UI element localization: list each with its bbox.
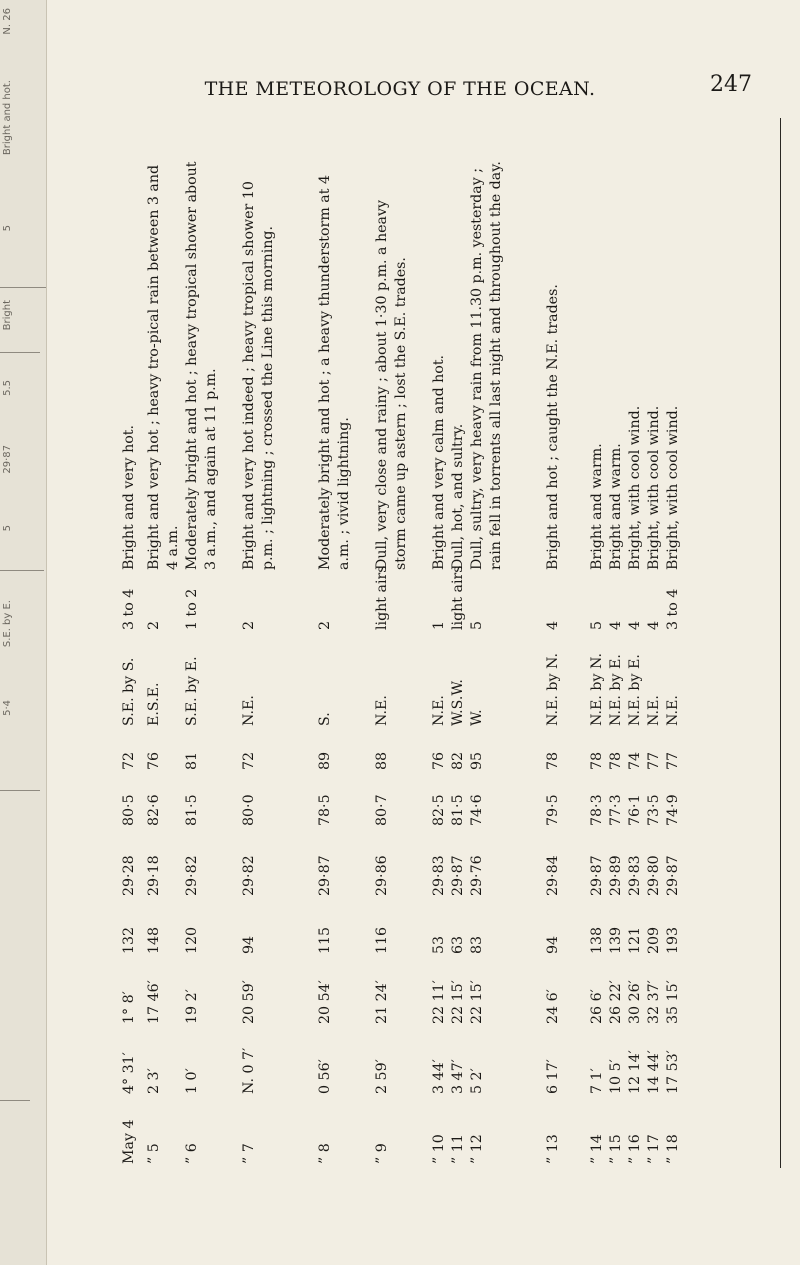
cell-force: 4: [646, 620, 662, 630]
cell-date: ” 14: [589, 1134, 605, 1164]
cell-sea: 76: [431, 751, 447, 770]
cell-sea: 81: [184, 751, 200, 770]
cell-wind: S.E. by S.: [121, 657, 137, 726]
gutter-fragment: 5.5: [2, 380, 13, 396]
cell-lat: 4° 31′: [121, 1052, 137, 1094]
gutter-fragment: N. 26: [2, 8, 13, 35]
page-header: [0, 72, 800, 108]
cell-force: 5: [469, 620, 485, 630]
cell-lat: 7 1′: [589, 1068, 605, 1094]
cell-bar: 29·18: [146, 855, 162, 896]
cell-force: light airs: [450, 565, 466, 630]
cell-date: ” 9: [374, 1143, 390, 1164]
cell-air: 74·6: [469, 794, 485, 826]
table-row: [430, 114, 449, 1164]
cell-lat: 0 56′: [317, 1059, 333, 1094]
cell-lat: 12 14′: [627, 1050, 643, 1094]
cell-remarks: Bright and warm.: [608, 443, 624, 570]
cell-sea: 76: [146, 751, 162, 770]
cell-dist: 121: [627, 926, 643, 954]
cell-air: 78·3: [589, 794, 605, 826]
cell-lat: 17 53′: [665, 1050, 681, 1094]
cell-air: 77·3: [608, 794, 624, 826]
cell-bar: 29·82: [184, 855, 200, 896]
cell-date: ” 6: [184, 1143, 200, 1164]
cell-remarks: Bright, with cool wind.: [646, 405, 662, 570]
cell-wind: N.E. by E.: [608, 654, 624, 726]
cell-lon: 24 6′: [545, 989, 561, 1024]
cell-bar: 29·87: [317, 855, 333, 896]
table-row: [588, 114, 607, 1164]
cell-bar: 29·76: [469, 855, 485, 896]
gutter-fragment: 5: [2, 525, 13, 532]
cell-wind: S.E. by E.: [184, 656, 200, 726]
cell-dist: 120: [184, 926, 200, 954]
meteorological-log-table: [120, 114, 770, 1164]
page-number: 247: [710, 72, 752, 97]
cell-date: ” 16: [627, 1134, 643, 1164]
cell-lon: 35 15′: [665, 980, 681, 1024]
cell-air: 78·5: [317, 794, 333, 826]
cell-sea: 78: [545, 751, 561, 770]
cell-date: ” 18: [665, 1134, 681, 1164]
cell-date: ” 8: [317, 1143, 333, 1164]
cell-sea: 82: [450, 751, 466, 770]
cell-date: ” 15: [608, 1134, 624, 1164]
cell-air: 80·5: [121, 794, 137, 826]
cell-lon: 22 15′: [450, 980, 466, 1024]
cell-bar: 29·89: [608, 855, 624, 896]
cell-remarks: Bright, with cool wind.: [627, 405, 643, 570]
cell-wind: W.: [469, 709, 485, 726]
cell-air: 82·5: [431, 794, 447, 826]
table-row: [449, 114, 468, 1164]
gutter-fragment: 5: [2, 225, 13, 232]
cell-sea: 95: [469, 751, 485, 770]
table-row: [468, 114, 544, 1164]
cell-bar: 29·87: [450, 855, 466, 896]
cell-remarks: Bright and hot ; caught the N.E. trades.: [545, 284, 561, 570]
cell-lat: 3 47′: [450, 1059, 466, 1094]
cell-air: 74·9: [665, 794, 681, 826]
table-row: [120, 114, 139, 1164]
cell-sea: 88: [374, 751, 390, 770]
cell-force: light airs: [374, 565, 390, 630]
cell-dist: 139: [608, 926, 624, 954]
table-row: [240, 114, 316, 1164]
cell-remarks: Moderately bright and hot ; a heavy thunderstorm at 4 a.m. ; vivid lightning.: [317, 175, 352, 570]
cell-bar: 29·87: [665, 855, 681, 896]
cell-wind: N.E. by N.: [545, 652, 561, 726]
cell-sea: 77: [646, 751, 662, 770]
cell-lat: 14 44′: [646, 1050, 662, 1094]
cell-force: 5: [589, 620, 605, 630]
cell-lat: 5 2′: [469, 1068, 485, 1094]
table-row: [316, 114, 373, 1164]
cell-sea: 78: [589, 751, 605, 770]
cell-lat: 6 17′: [545, 1059, 561, 1094]
cell-dist: 209: [646, 926, 662, 954]
cell-force: 4: [608, 620, 624, 630]
cell-bar: 29·84: [545, 855, 561, 896]
cell-wind: W.S.W.: [450, 679, 466, 726]
cell-wind: N.E.: [241, 695, 257, 726]
cell-lon: 17 46′: [146, 980, 162, 1024]
cell-date: ” 10: [431, 1134, 447, 1164]
cell-force: 2: [146, 620, 162, 630]
cell-lat: 1 0′: [184, 1068, 200, 1094]
table-rule: [780, 118, 781, 1168]
cell-force: 1 to 2: [184, 588, 200, 630]
table-row: [183, 114, 240, 1164]
cell-air: 80·0: [241, 794, 257, 826]
cell-air: 76·1: [627, 794, 643, 826]
cell-dist: 193: [665, 926, 681, 954]
cell-remarks: Bright and very hot indeed ; heavy tropical shower 10 p.m. ; lightning ; crossed the Line this morning.: [241, 181, 276, 570]
cell-date: ” 12: [469, 1134, 485, 1164]
cell-wind: N.E.: [646, 695, 662, 726]
cell-wind: N.E.: [665, 695, 681, 726]
cell-wind: N.E.: [431, 695, 447, 726]
table-row: [626, 114, 645, 1164]
cell-remarks: Bright, with cool wind.: [665, 405, 681, 570]
cell-bar: 29·80: [646, 855, 662, 896]
cell-sea: 72: [121, 751, 137, 770]
cell-lon: 26 6′: [589, 989, 605, 1024]
cell-bar: 29·87: [589, 855, 605, 896]
cell-lon: 22 11′: [431, 980, 447, 1024]
cell-lon: 32 37′: [646, 980, 662, 1024]
cell-dist: 53: [431, 935, 447, 954]
cell-bar: 29·83: [431, 855, 447, 896]
cell-lon: 21 24′: [374, 980, 390, 1024]
cell-lat: 10 5′: [608, 1059, 624, 1094]
cell-remarks: Bright and very calm and hot.: [431, 354, 447, 570]
cell-force: 4: [627, 620, 643, 630]
table-row: [607, 114, 626, 1164]
table-row: [373, 114, 430, 1164]
cell-air: 73·5: [646, 794, 662, 826]
cell-lon: 1° 8′: [121, 991, 137, 1024]
cell-air: 80·7: [374, 794, 390, 826]
cell-force: 3 to 4: [121, 588, 137, 630]
cell-sea: 74: [627, 751, 643, 770]
cell-wind: N.E. by N.: [589, 652, 605, 726]
cell-dist: 115: [317, 926, 333, 954]
cell-date: ” 11: [450, 1134, 466, 1164]
cell-air: 81·5: [450, 794, 466, 826]
cell-dist: 132: [121, 926, 137, 954]
cell-date: ” 5: [146, 1143, 162, 1164]
cell-lon: 26 22′: [608, 980, 624, 1024]
gutter-fragment: 29·87: [2, 445, 13, 474]
cell-date: ” 17: [646, 1134, 662, 1164]
running-title: THE METEOROLOGY OF THE OCEAN.: [204, 78, 596, 100]
table-row: [145, 114, 183, 1164]
gutter-fragment: S.E. by E.: [2, 600, 13, 648]
cell-lon: 20 59′: [241, 980, 257, 1024]
cell-bar: 29·28: [121, 855, 137, 896]
gutter-fragment: Bright and hot.: [2, 80, 13, 156]
table-row: [664, 114, 683, 1164]
cell-lon: 19 2′: [184, 989, 200, 1024]
cell-wind: N.E. by E.: [627, 654, 643, 726]
cell-wind: S.: [317, 712, 333, 726]
cell-bar: 29·82: [241, 855, 257, 896]
cell-remarks: Bright and warm.: [589, 443, 605, 570]
cell-sea: 77: [665, 751, 681, 770]
cell-lat: 2 3′: [146, 1068, 162, 1094]
cell-lat: N. 0 7′: [241, 1047, 257, 1094]
cell-wind: E.S.E.: [146, 682, 162, 726]
cell-wind: N.E.: [374, 695, 390, 726]
adjacent-page-edge: [0, 0, 47, 1265]
cell-bar: 29·83: [627, 855, 643, 896]
gutter-fragment: Bright: [2, 300, 13, 331]
cell-force: 1: [431, 620, 447, 630]
cell-remarks: Dull, hot, and sultry.: [450, 423, 466, 570]
cell-dist: 94: [241, 935, 257, 954]
cell-date: ” 7: [241, 1143, 257, 1164]
table-row: [544, 114, 582, 1164]
cell-remarks: Dull, very close and rainy ; about 1·30 p.m. a heavy storm came up astern ; lost the S.E. trades.: [374, 199, 409, 570]
cell-force: 3 to 4: [665, 588, 681, 630]
cell-dist: 116: [374, 926, 390, 954]
cell-air: 79·5: [545, 794, 561, 826]
cell-force: 2: [241, 620, 257, 630]
cell-lon: 30 26′: [627, 980, 643, 1024]
cell-date: May 4: [121, 1119, 137, 1164]
cell-dist: 94: [545, 935, 561, 954]
cell-remarks: Moderately bright and hot ; heavy tropical shower about 3 a.m., and again at 11 p.m.: [184, 161, 219, 570]
cell-lon: 22 15′: [469, 980, 485, 1024]
cell-sea: 78: [608, 751, 624, 770]
cell-sea: 72: [241, 751, 257, 770]
cell-sea: 89: [317, 751, 333, 770]
cell-air: 81·5: [184, 794, 200, 826]
cell-remarks: Bright and very hot.: [121, 425, 137, 570]
cell-air: 82·6: [146, 794, 162, 826]
table-row: [645, 114, 664, 1164]
cell-dist: 63: [450, 935, 466, 954]
cell-lon: 20 54′: [317, 980, 333, 1024]
cell-remarks: Dull, sultry, very heavy rain from 11.30 p.m. yesterday ; rain fell in torrents all last night and throughout the day.: [469, 161, 504, 570]
cell-lat: 2 59′: [374, 1059, 390, 1094]
cell-dist: 148: [146, 926, 162, 954]
cell-dist: 83: [469, 935, 485, 954]
gutter-fragment: 5·4: [2, 700, 13, 716]
rotated-table-body: [120, 114, 770, 1164]
cell-bar: 29·86: [374, 855, 390, 896]
cell-force: 4: [545, 620, 561, 630]
cell-date: ” 13: [545, 1134, 561, 1164]
cell-lat: 3 44′: [431, 1059, 447, 1094]
cell-remarks: Bright and very hot ; heavy tro-pical rain between 3 and 4 a.m.: [146, 164, 181, 570]
cell-force: 2: [317, 620, 333, 630]
cell-dist: 138: [589, 926, 605, 954]
